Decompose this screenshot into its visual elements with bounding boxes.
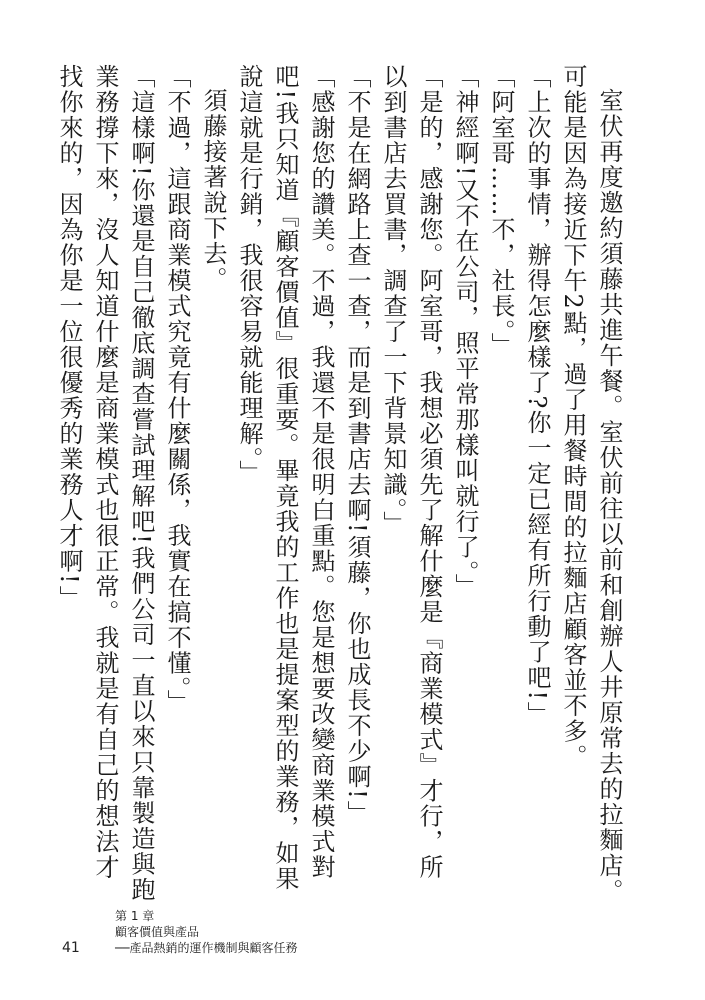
dialogue-line: 「感謝您的讚美。不過，我還不是很明白重點。您是想要改變商業模式對吧!我只知道『顧客價值』很重要。畢竟我的工作也是提案型的業務，如果說這就是行銷，我很容易就能理解。」 [235, 64, 335, 892]
dialogue-line: 「阿室哥……不，社長。」 [487, 64, 515, 358]
paragraph: 室伏再度邀約須藤共進午餐。室伏前往以前和創辦人井原常去的拉麵店。可能是因為接近下午2點，過了用餐時間的拉麵店顧客並不多。 [559, 64, 623, 904]
dialogue-line: 「不過，這跟商業模式究竟有什麼關係，我實在搞不懂。」 [163, 64, 191, 715]
page-number: 41 [62, 940, 80, 956]
dialogue-line: 「上次的事情，辦得怎麼樣了?你一定已經有所行動了吧!」 [523, 64, 551, 728]
chapter-label: 第 1 章 [115, 909, 155, 923]
paragraph: 須藤接著說下去。 [199, 88, 227, 292]
dialogue-line: 「不是在網路上查一查，而是到書店去啊!須藤，你也成長不少啊!」 [343, 64, 371, 826]
dialogue-line: 「神經啊!又不在公司，照平常那樣叫就行了。」 [451, 64, 479, 599]
chapter-title: 顧客價值與產品 [115, 925, 200, 939]
dialogue-line: 「是的，感謝您。阿室哥，我想必須先了解什麼是『商業模式』才行，所以到書店去買書，調查了一下背景知識。」 [379, 64, 443, 880]
running-footer [115, 908, 297, 956]
vertical-body-text [51, 64, 627, 904]
dialogue-line: 「這樣啊!你還是自己徹底調查嘗試理解吧!我們公司一直以來只靠製造與跑業務撐下來，沒人知道什麼是商業模式也很正常。我就是有自己的想法才找你來的，因為你是一位很優秀的業務人才啊!」 [55, 64, 155, 903]
chapter-subtitle: ──產品熱銷的運作機制與顧客任務 [115, 941, 298, 955]
